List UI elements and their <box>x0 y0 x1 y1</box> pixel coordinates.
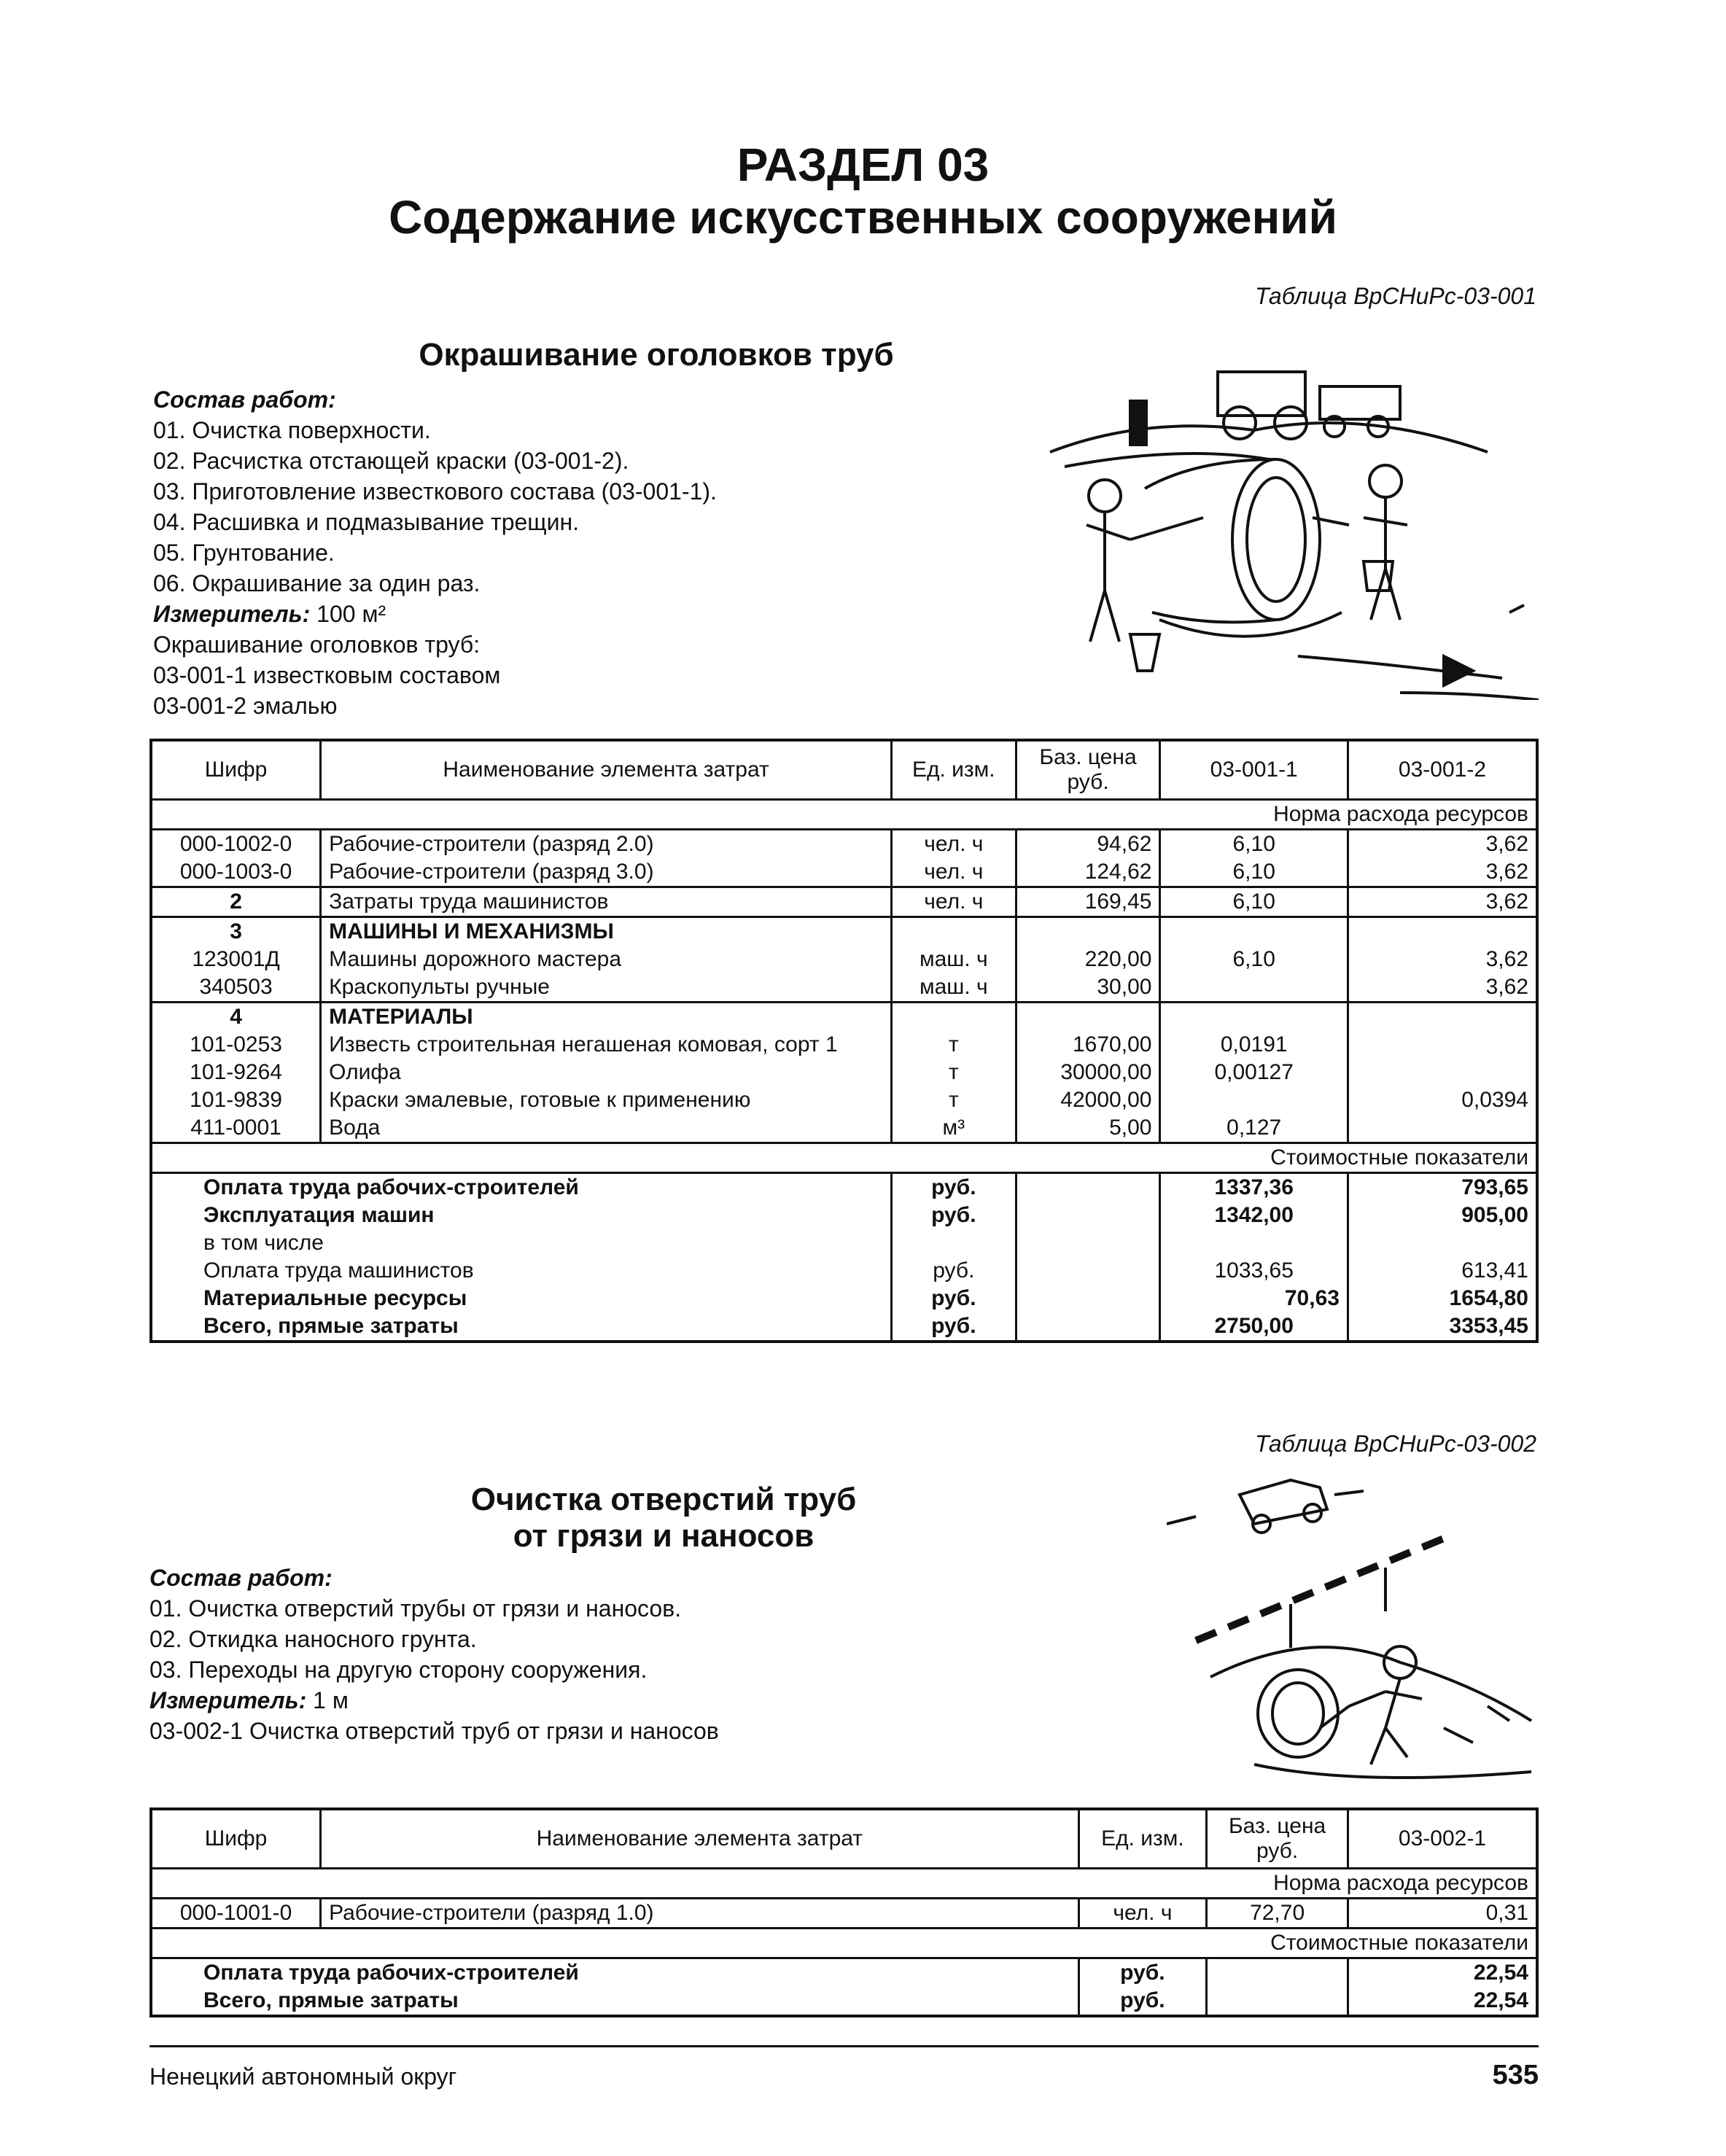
work-item: 03. Приготовление известкового состава (03-001-1). <box>153 478 717 505</box>
meter-label: Измеритель: <box>153 601 311 627</box>
table1-label: Таблица ВрСНиРс-03-001 <box>1255 283 1536 309</box>
cost-header: Стоимостные показатели <box>1207 1929 1537 1958</box>
norm-header: Норма расхода ресурсов <box>1160 800 1537 830</box>
cost-row: Оплата труда машинистов руб. 1033,65 613,41 <box>151 1257 1537 1285</box>
table1-title: Окрашивание оголовков труб <box>419 337 894 373</box>
cost-row: Всего, прямые затраты руб. 2750,00 3353,45 <box>151 1312 1537 1342</box>
work-item: 01. Очистка отверстий трубы от грязи и наносов. <box>149 1595 682 1622</box>
variant-item: 03-002-1 Очистка отверстий труб от грязи и наносов <box>149 1718 719 1744</box>
page-number: 535 <box>1492 2060 1539 2090</box>
variant-item: 03-001-1 известковым составом <box>153 662 501 688</box>
table-row: 411-0001 Вода м³ 5,00 0,127 <box>151 1114 1537 1143</box>
table-row: 2 Затраты труда машинистов чел. ч 169,45 6,10 3,62 <box>151 887 1537 917</box>
group-row: 4 МАТЕРИАЛЫ <box>151 1003 1537 1032</box>
painting-pipe-head-illustration <box>1035 350 1546 700</box>
work-item: 02. Расчистка отстающей краски (03-001-2). <box>153 448 629 474</box>
work-item: 02. Откидка наносного грунта. <box>149 1626 477 1652</box>
cost-row: Оплата труда рабочих-строителей руб. 1337,36 793,65 <box>151 1173 1537 1202</box>
cost-row: Всего, прямые затраты руб. 22,54 <box>151 1987 1537 2016</box>
table2-title: Очистка отверстий труб от грязи и наносов <box>470 1482 857 1554</box>
col-header-name: Наименование элемента затрат <box>321 740 892 800</box>
composition-label: Состав работ: <box>149 1565 333 1591</box>
meter-label: Измеритель: <box>149 1687 307 1713</box>
col-header-code: Шифр <box>151 1809 321 1869</box>
table-row: 000-1003-0 Рабочие-строители (разряд 3.0) чел. ч 124,62 6,10 3,62 <box>151 858 1537 887</box>
cleaning-pipe-illustration <box>1167 1466 1539 1794</box>
table-row: 000-1002-0 Рабочие-строители (разряд 2.0) чел. ч 94,62 6,10 3,62 <box>151 830 1537 859</box>
cost-row: Материальные ресурсы руб. 70,63 1654,80 <box>151 1285 1537 1312</box>
norm-header: Норма расхода ресурсов <box>1207 1869 1537 1899</box>
table-row: 101-9839 Краски эмалевые, готовые к применению т 42000,00 0,0394 <box>151 1086 1537 1114</box>
col-header-unit: Ед. изм. <box>1078 1809 1207 1869</box>
cost-row: Оплата труда рабочих-строителей руб. 22,54 <box>151 1958 1537 1988</box>
footer-divider <box>149 2045 1539 2047</box>
col-header-variant-1: 03-002-1 <box>1348 1809 1537 1869</box>
section-subtitle: Содержание искусственных сооружений <box>389 191 1337 244</box>
work-item: 03. Переходы на другую сторону сооружения. <box>149 1657 648 1683</box>
scope-title: Окрашивание оголовков труб: <box>153 631 481 658</box>
norm-table-2 <box>149 1807 1539 2017</box>
table-row: 340503 Краскопульты ручные маш. ч 30,00 3,62 <box>151 973 1537 1003</box>
meter-value: 1 м <box>313 1687 349 1713</box>
col-header-variant-1: 03-001-1 <box>1160 740 1348 800</box>
table-row: 101-0253 Известь строительная негашеная комовая, сорт 1 т 1670,00 0,0191 <box>151 1031 1537 1059</box>
table-row: 123001Д Машины дорожного мастера маш. ч 220,00 6,10 3,62 <box>151 946 1537 973</box>
table-row: 101-9264 Олифа т 30000,00 0,00127 <box>151 1059 1537 1086</box>
table1-composition <box>153 384 717 721</box>
col-header-unit: Ед. изм. <box>891 740 1016 800</box>
col-header-price: Баз. цена руб. <box>1207 1809 1348 1869</box>
group-row: 3 МАШИНЫ И МЕХАНИЗМЫ <box>151 917 1537 946</box>
cost-row: Эксплуатация машин руб. 1342,00 905,00 <box>151 1202 1537 1229</box>
variant-item: 03-001-2 эмалью <box>153 693 338 719</box>
composition-label: Состав работ: <box>153 386 336 413</box>
norm-table-1 <box>149 739 1539 1343</box>
section-title: РАЗДЕЛ 03 <box>736 139 990 191</box>
col-header-variant-2: 03-001-2 <box>1348 740 1537 800</box>
cost-row: в том числе <box>151 1229 1537 1257</box>
col-header-name: Наименование элемента затрат <box>321 1809 1078 1869</box>
table2-label: Таблица ВрСНиРс-03-002 <box>1255 1431 1536 1457</box>
work-item: 01. Очистка поверхности. <box>153 417 431 443</box>
work-item: 04. Расшивка и подмазывание трещин. <box>153 509 580 535</box>
col-header-code: Шифр <box>151 740 321 800</box>
work-item: 06. Окрашивание за один раз. <box>153 570 481 596</box>
work-item: 05. Грунтование. <box>153 540 335 566</box>
table-row: 000-1001-0 Рабочие-строители (разряд 1.0) чел. ч 72,70 0,31 <box>151 1899 1537 1929</box>
table2-composition <box>149 1562 719 1746</box>
col-header-price: Баз. цена руб. <box>1016 740 1160 800</box>
footer-region: Ненецкий автономный округ <box>149 2063 457 2090</box>
meter-value: 100 м² <box>316 601 386 627</box>
cost-header: Стоимостные показатели <box>1160 1143 1537 1173</box>
